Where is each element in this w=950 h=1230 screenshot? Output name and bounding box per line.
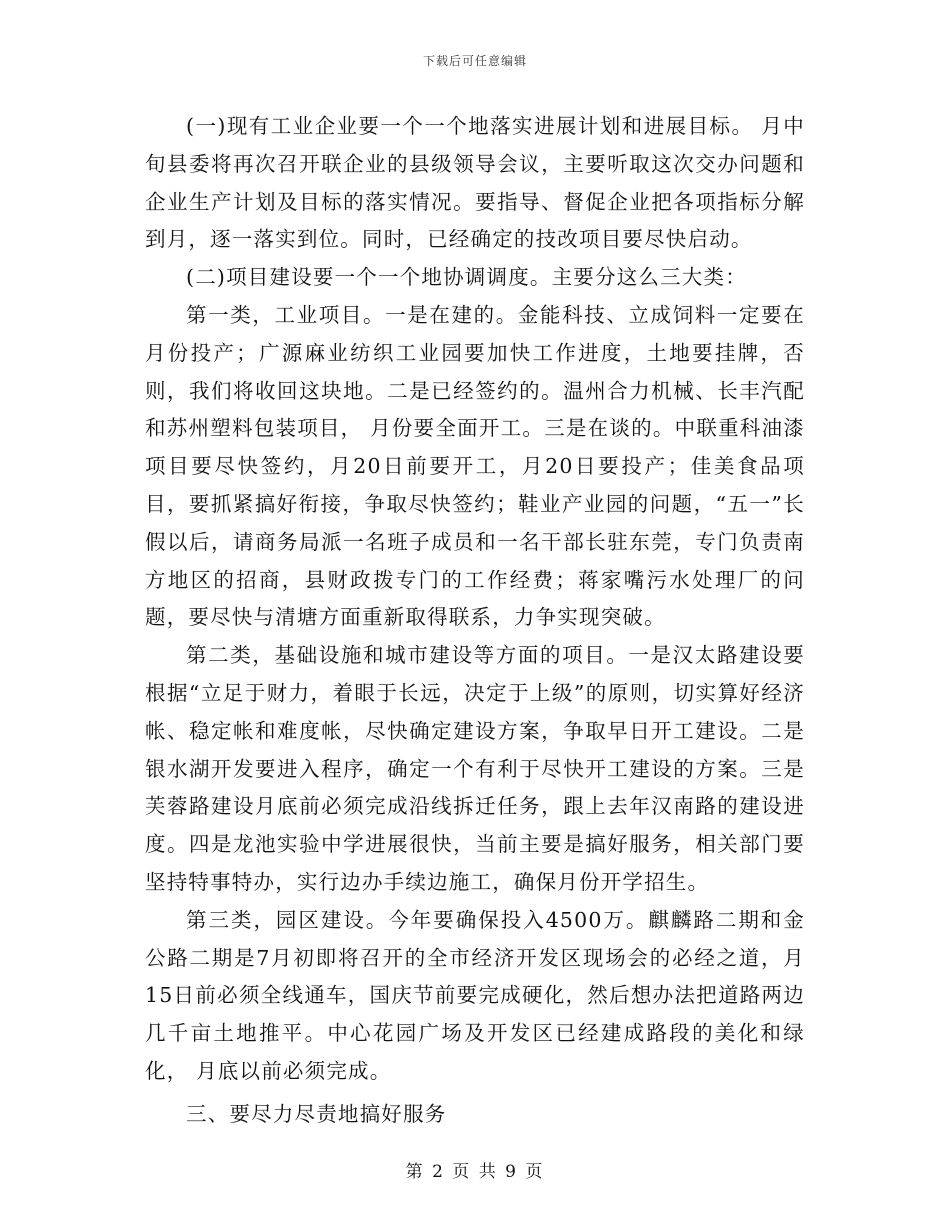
paragraph-infrastructure-projects: 第二类，基础设施和城市建设等方面的项目。一是汉太路建设要根据“立足于财力，着眼于长远，决定于上级”的原则，切实算好经济帐、稳定帐和难度帐，尽快确定建设方案，争取早日开工建设。二是银水湖开发要进入程序，确定一个有利于尽快开工建设的方案。三是芙蓉路建设月底前必须完成沿线拆迁任务，跟上去年汉南路的建设进度。四是龙池实验中学进展很快，当前主要是搞好服务，相关部门要坚持特事特办，实行边办手续边施工，确保月份开学招生。 — [145, 643, 805, 894]
paragraph-park-construction: 第三类，园区建设。今年要确保投入4500万。麒麟路二期和金公路二期是7月初即将召开的全市经济开发区现场会的必经之道，月15日前必须全线通车，国庆节前要完成硬化，然后想办法把道路两边几千亩土地推平。中心花园广场及开发区已经建成路段的美化和绿化， 月底以前必须完成。 — [145, 907, 805, 1083]
page-number-footer: 第 2 页 共 9 页 — [405, 1162, 545, 1182]
section-heading-service: 三、要尽力尽责地搞好服务 — [186, 1101, 447, 1126]
paragraph-industrial-projects: 第一类，工业项目。一是在建的。金能科技、立成饲料一定要在月份投产；广源麻业纺织工业园要加快工作进度，土地要挂牌，否则，我们将收回这块地。二是已经签约的。温州合力机械、长丰汽配和苏州塑料包装项目， 月份要全面开工。三是在谈的。中联重科油漆项目要尽快签约，月20日前要开工，月20日要投产；佳美食品项目，要抓紧搞好衔接，争取尽快签约；鞋业产业园的问题，“五一”长假以后，请商务局派一名班子成员和一名干部长驻东莞，专门负责南方地区的招商，县财政拨专门的工作经费；蒋家嘴污水处理厂的问题，要尽快与清塘方面重新取得联系，力争实现突破。 — [145, 302, 805, 630]
document-body — [145, 108, 805, 1134]
paragraph-existing-enterprises: (一)现有工业企业要一个一个地落实进展计划和进展目标。 月中旬县委将再次召开联企业的县级领导会议，主要听取这次交办问题和企业生产计划及目标的落实情况。要指导、督促企业把各项指标分解到月，逐一落实到位。同时，已经确定的技改项目要尽快启动。 — [145, 114, 805, 252]
page-header-note: 下载后可任意编辑 — [422, 54, 527, 68]
paragraph-project-coordination: (二)项目建设要一个一个地协调调度。主要分这么三大类： — [186, 265, 747, 290]
